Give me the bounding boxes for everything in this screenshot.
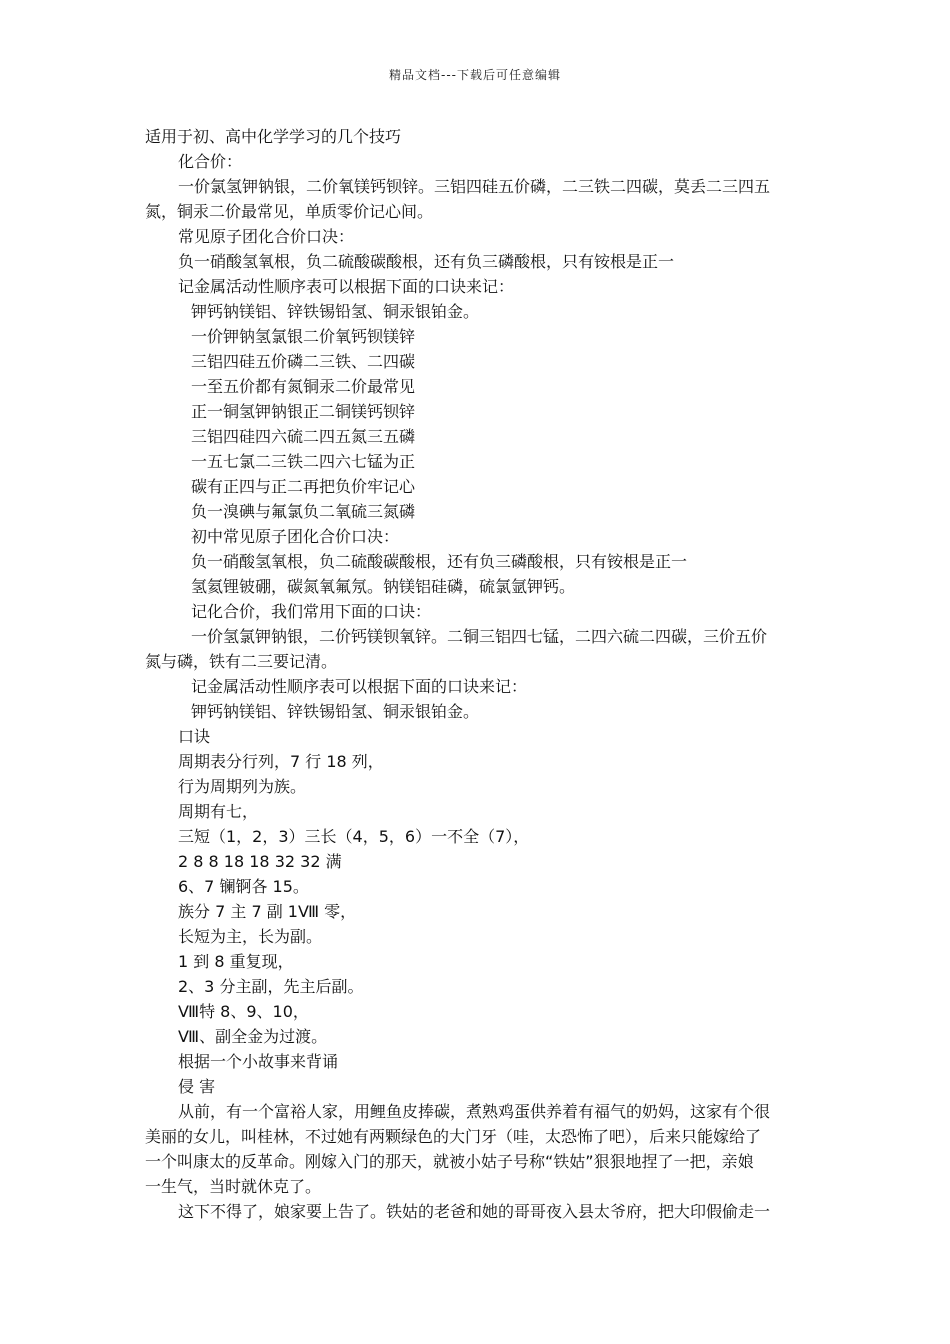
text-line: 负一硝酸氢氧根，负二硫酸碳酸根，还有负三磷酸根，只有铵根是正一 bbox=[178, 252, 675, 271]
text-line: 记金属活动性顺序表可以根据下面的口诀来记： bbox=[178, 277, 515, 296]
text-line: Ⅷ特 8、9、10， bbox=[178, 1002, 309, 1021]
text-line: 氮与磷，铁有二三要记清。 bbox=[145, 652, 338, 671]
text-line: 钾钙钠镁铝、锌铁锡铅氢、铜汞银铂金。 bbox=[191, 702, 480, 721]
text-line: 钾钙钠镁铝、锌铁锡铅氢、铜汞银铂金。 bbox=[191, 302, 480, 321]
text-line: 适用于初、高中化学学习的几个技巧 bbox=[145, 127, 402, 146]
text-line: 碳有正四与正二再把负价牢记心 bbox=[191, 477, 416, 496]
text-line: 负一溴碘与氟氯负二氧硫三氮磷 bbox=[191, 502, 416, 521]
text-line: 一个叫康太的反革命。刚嫁入门的那天，就被小姑子号称“铁姑”狠狠地捏了一把，亲娘 bbox=[145, 1152, 754, 1171]
text-line: 一生气，当时就休克了。 bbox=[145, 1177, 322, 1196]
text-line: 1 到 8 重复现， bbox=[178, 952, 294, 971]
text-line: 记化合价，我们常用下面的口诀： bbox=[191, 602, 432, 621]
text-line: 负一硝酸氢氧根，负二硫酸碳酸根，还有负三磷酸根，只有铵根是正一 bbox=[191, 552, 688, 571]
text-line: 一价氢氯钾钠银，二价钙镁钡氧锌。二铜三铝四七锰，二四六硫二四碳，三价五价 bbox=[191, 627, 768, 646]
text-line: 侵 害 bbox=[178, 1077, 216, 1096]
page-header: 精品文档---下载后可任意编辑 bbox=[389, 68, 561, 82]
text-line: 常见原子团化合价口决： bbox=[178, 227, 355, 246]
text-line: 美丽的女儿，叫桂林，不过她有两颗绿色的大门牙（哇，太恐怖了吧），后来只能嫁给了 bbox=[145, 1127, 762, 1146]
text-line: 这下不得了，娘家要上告了。铁姑的老爸和她的哥哥夜入县太爷府，把大印假偷走一 bbox=[178, 1202, 771, 1221]
text-line: 根据一个小故事来背诵 bbox=[178, 1052, 339, 1071]
document-body bbox=[145, 124, 810, 1224]
text-line: 周期表分行列，7 行 18 列， bbox=[178, 752, 384, 771]
text-line: 一至五价都有氮铜汞二价最常见 bbox=[191, 377, 416, 396]
text-line: 2、3 分主副，先主后副。 bbox=[178, 977, 364, 996]
text-line: 从前，有一个富裕人家，用鲤鱼皮捧碳，煮熟鸡蛋供养着有福气的奶妈，这家有个很 bbox=[178, 1102, 771, 1121]
text-line: 行为周期列为族。 bbox=[178, 777, 307, 796]
text-line: 一价钾钠氢氯银二价氧钙钡镁锌 bbox=[191, 327, 416, 346]
text-line: 初中常见原子团化合价口决： bbox=[191, 527, 400, 546]
text-line: 记金属活动性顺序表可以根据下面的口诀来记： bbox=[191, 677, 528, 696]
text-line: 三铝四硅四六硫二四五氮三五磷 bbox=[191, 427, 416, 446]
text-line: 2 8 8 18 18 32 32 满 bbox=[178, 852, 342, 871]
text-line: 三铝四硅五价磷二三铁、二四碳 bbox=[191, 352, 416, 371]
text-line: 三短（1，2，3）三长（4，5，6）一不全（7）， bbox=[178, 827, 530, 846]
text-line: 氮，铜汞二价最常见，单质零价记心间。 bbox=[145, 202, 434, 221]
text-line: 化合价： bbox=[178, 152, 243, 171]
text-line: 氢氦锂铍硼，碳氮氧氟氖。钠镁铝硅磷，硫氯氩钾钙。 bbox=[191, 577, 576, 596]
text-line: 口诀 bbox=[178, 727, 211, 746]
text-line: Ⅷ、副全金为过渡。 bbox=[178, 1027, 328, 1046]
text-line: 一价氯氢钾钠银，二价氧镁钙钡锌。三铝四硅五价磷，二三铁二四碳，莫丢二三四五 bbox=[178, 177, 771, 196]
text-line: 一五七氯二三铁二四六七锰为正 bbox=[191, 452, 416, 471]
text-line: 长短为主，长为副。 bbox=[178, 927, 323, 946]
text-line: 族分 7 主 7 副 1Ⅷ 零， bbox=[178, 902, 357, 921]
text-line: 周期有七， bbox=[178, 802, 259, 821]
text-line: 正一铜氢钾钠银正二铜镁钙钡锌 bbox=[191, 402, 416, 421]
text-line: 6、7 镧锕各 15。 bbox=[178, 877, 309, 896]
